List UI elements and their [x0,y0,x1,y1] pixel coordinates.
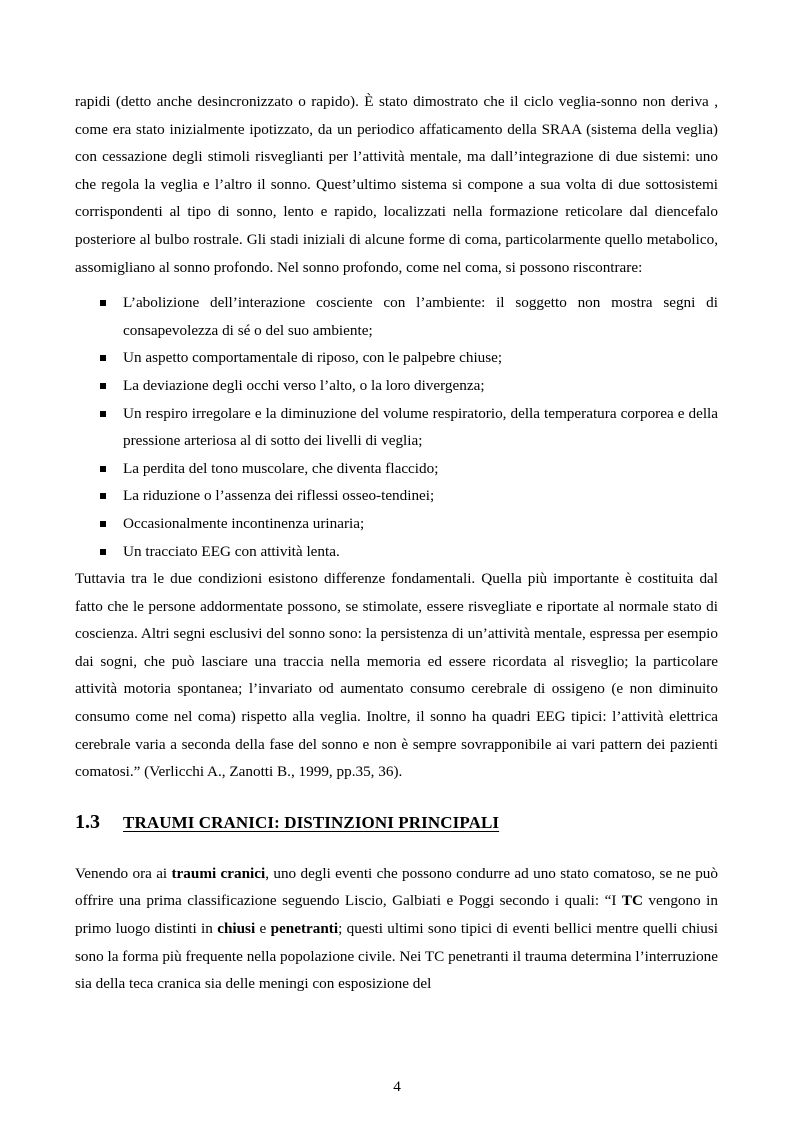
list-item: L’abolizione dell’interazione cosciente con l’ambiente: il soggetto non mostra segni di consapevolezza di sé o del suo ambiente; [75,289,718,344]
square-bullet-icon [100,411,106,417]
list-item: Un respiro irregolare e la diminuzione del volume respiratorio, della temperatura corporea e della pressione arteriosa al di sotto dei livelli di veglia; [75,400,718,455]
list-item: La perdita del tono muscolare, che diventa flaccido; [75,455,718,483]
list-item: Occasionalmente incontinenza urinaria; [75,510,718,538]
section-title: TRAUMI CRANICI: DISTINZIONI PRINCIPALI [123,813,500,833]
square-bullet-icon [100,300,106,306]
page-body [75,88,718,998]
list-item: La riduzione o l’assenza dei riflessi osseo-tendinei; [75,482,718,510]
list-item: Un tracciato EEG con attività lenta. [75,538,718,566]
section-heading [75,808,718,838]
bold-term: TC [621,892,643,910]
square-bullet-icon [100,521,106,527]
paragraph-sleep-cycle: rapidi (detto anche desincronizzato o rapido). È stato dimostrato che il ciclo veglia-sonno non deriva , come era stato inizialmente ipotizzato, da un periodico affaticamento della SRAA (sistema della veglia) con cessazione degli stimoli risveglianti per l’attività mentale, ma dall’integrazione di due sistemi: uno che regola la veglia e l’altro il sonno. Quest’ultimo sistema si compone a sua volta di due sottosistemi corrispondenti al tipo di sonno, lento e rapido, localizzati nella formazione reticolare dal diencefalo posteriore al bulbo rostrale. Gli stadi iniziali di alcune forme di coma, particolarmente quello metabolico, assomigliano al sonno profondo. Nel sonno profondo, come nel coma, si possono riscontrare: [75,93,718,276]
paragraph-head-trauma: Venendo ora ai traumi cranici, uno degli eventi che possono condurre ad uno stato comatoso, se ne può offrire una prima classificazione seguendo Liscio, Galbiati e Poggi secondo i quali: “I TC vengono in primo luogo distinti in chiusi e penetranti; questi ultimi sono tipici di eventi bellici mentre quelli chiusi sono la forma più frequente nella popolazione civile. Nei TC penetranti il trauma determina l’interruzione sia della teca cranica sia delle meningi con esposizione del [75,864,718,993]
page-number: 4 [393,1078,401,1095]
section-number: 1.3 [75,811,100,834]
bold-term: chiusi [217,920,256,938]
coma-signs-list [75,289,718,565]
square-bullet-icon [100,466,106,472]
bold-term: penetranti [270,920,339,938]
paragraph-differences: Tuttavia tra le due condizioni esistono differenze fondamentali. Quella più importante è costituita dal fatto che le persone addormentate possono, se stimolate, essere risvegliate e riportate al normale stato di coscienza. Altri segni esclusivi del sonno sono: la persistenza di un’attività mentale, espressa per esempio dai sogni, che può lasciare una traccia nella memoria ed essere ricordata al risveglio; la particolare attività motoria spontanea; l’invariato od aumentato consumo cerebrale di ossigeno (e non diminuito consumo come nel coma) rispetto alla veglia. Inoltre, il sonno ha quadri EEG tipici: l’attività elettrica cerebrale varia a seconda della fase del sonno e non è sempre sovrapponibile ai vari pattern dei pazienti comatosi.” (Verlicchi A., Zanotti B., 1999, pp.35, 36). [75,570,718,781]
bold-term: traumi cranici [171,864,266,882]
list-item: La deviazione degli occhi verso l’alto, o la loro divergenza; [75,372,718,400]
square-bullet-icon [100,355,106,361]
square-bullet-icon [100,493,106,499]
square-bullet-icon [100,383,106,389]
list-item: Un aspetto comportamentale di riposo, con le palpebre chiuse; [75,344,718,372]
square-bullet-icon [100,549,106,555]
